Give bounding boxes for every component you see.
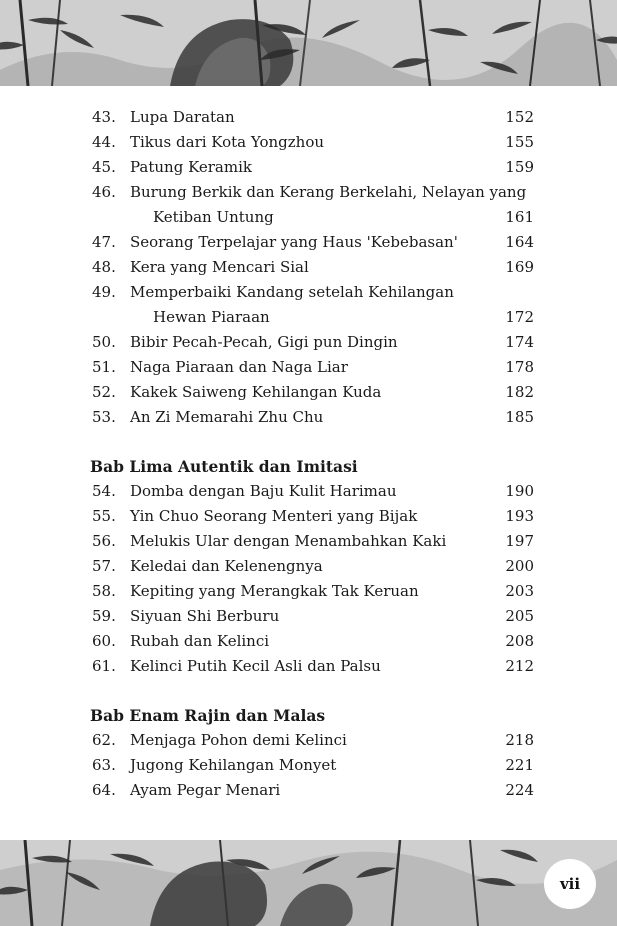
entry-title: Kepiting yang Merangkak Tak Keruan	[130, 582, 419, 600]
toc-entry	[0, 554, 617, 579]
entry-number: 64.	[92, 781, 116, 799]
toc-entry	[0, 355, 617, 380]
section-heading-bab-enam: Bab Enam Rajin dan Malas	[90, 706, 326, 725]
entry-page: 159	[505, 158, 534, 176]
entry-title: Melukis Ular dengan Menambahkan Kaki	[130, 532, 447, 550]
entry-title: Kakek Saiweng Kehilangan Kuda	[130, 383, 382, 401]
entry-number: 62.	[92, 731, 116, 749]
toc-entry	[0, 180, 617, 205]
entry-page: 155	[505, 133, 534, 151]
entry-page: 182	[505, 383, 534, 401]
toc-entry	[0, 604, 617, 629]
entry-number: 56.	[92, 532, 116, 550]
toc-entry	[0, 579, 617, 604]
entry-page: 185	[505, 408, 534, 426]
entry-title: Kelinci Putih Kecil Asli dan Palsu	[130, 657, 381, 675]
entry-page: 178	[505, 358, 534, 376]
entry-page: 203	[505, 582, 534, 600]
entry-title: Naga Piaraan dan Naga Liar	[130, 358, 348, 376]
toc-entry	[0, 330, 617, 355]
entry-page: 172	[505, 308, 534, 326]
toc-entry	[0, 280, 617, 305]
entry-page: 169	[505, 258, 534, 276]
toc-entry-continuation	[0, 205, 617, 230]
entry-title: Jugong Kehilangan Monyet	[130, 756, 337, 774]
bamboo-painting-illustration	[0, 840, 617, 926]
entry-number: 48.	[92, 258, 116, 276]
entry-page: 152	[505, 108, 534, 126]
entry-number: 60.	[92, 632, 116, 650]
entry-number: 61.	[92, 657, 116, 675]
entry-page: 193	[505, 507, 534, 525]
entry-title: Memperbaiki Kandang setelah Kehilangan	[130, 283, 454, 301]
toc-entry	[0, 529, 617, 554]
toc-entry	[0, 230, 617, 255]
toc-entry	[0, 255, 617, 280]
entry-page: 218	[505, 731, 534, 749]
entry-page: 174	[505, 333, 534, 351]
toc-entry	[0, 105, 617, 130]
toc-entry	[0, 778, 617, 803]
toc-entry-continuation	[0, 305, 617, 330]
entry-page: 221	[505, 756, 534, 774]
entry-title: Yin Chuo Seorang Menteri yang Bijak	[130, 507, 418, 525]
entry-title: An Zi Memarahi Zhu Chu	[130, 408, 324, 426]
toc-entry	[0, 380, 617, 405]
toc-entry	[0, 405, 617, 430]
entry-page: 212	[505, 657, 534, 675]
entry-title: Siyuan Shi Berburu	[130, 607, 280, 625]
entry-page: 205	[505, 607, 534, 625]
entry-number: 43.	[92, 108, 116, 126]
section-heading-bab-lima: Bab Lima Autentik dan Imitasi	[90, 457, 358, 476]
entry-title: Domba dengan Baju Kulit Harimau	[130, 482, 397, 500]
entry-title: Lupa Daratan	[130, 108, 235, 126]
entry-number: 51.	[92, 358, 116, 376]
entry-page: 164	[505, 233, 534, 251]
header-bamboo-painting	[0, 0, 617, 86]
entry-title: Seorang Terpelajar yang Haus 'Kebebasan'	[130, 233, 458, 251]
entry-number: 53.	[92, 408, 116, 426]
entry-page: 161	[505, 208, 534, 226]
entry-number: 44.	[92, 133, 116, 151]
entry-number: 58.	[92, 582, 116, 600]
page-number-badge: vii	[544, 859, 596, 909]
entry-number: 59.	[92, 607, 116, 625]
entry-number: 46.	[92, 183, 116, 201]
toc-entry	[0, 728, 617, 753]
entry-number: 63.	[92, 756, 116, 774]
bamboo-painting-illustration	[0, 0, 617, 86]
entry-title-continued: Ketiban Untung	[153, 208, 274, 226]
entry-title: Kera yang Mencari Sial	[130, 258, 309, 276]
entry-number: 49.	[92, 283, 116, 301]
entry-title: Patung Keramik	[130, 158, 252, 176]
entry-page: 224	[505, 781, 534, 799]
entry-page: 208	[505, 632, 534, 650]
entry-number: 52.	[92, 383, 116, 401]
entry-title: Bibir Pecah-Pecah, Gigi pun Dingin	[130, 333, 398, 351]
toc-entry	[0, 504, 617, 529]
toc-entry	[0, 155, 617, 180]
footer-bamboo-painting	[0, 840, 617, 926]
toc-entry	[0, 753, 617, 778]
toc-entry	[0, 130, 617, 155]
toc-entry	[0, 629, 617, 654]
toc-entry	[0, 479, 617, 504]
entry-title: Rubah dan Kelinci	[130, 632, 270, 650]
entry-title: Menjaga Pohon demi Kelinci	[130, 731, 347, 749]
entry-title: Tikus dari Kota Yongzhou	[130, 133, 325, 151]
entry-title: Burung Berkik dan Kerang Berkelahi, Nelayan yang	[130, 183, 527, 201]
entry-title: Ayam Pegar Menari	[130, 781, 281, 799]
entry-number: 45.	[92, 158, 116, 176]
entry-page: 190	[505, 482, 534, 500]
entry-number: 47.	[92, 233, 116, 251]
entry-number: 57.	[92, 557, 116, 575]
entry-title: Keledai dan Kelenengnya	[130, 557, 323, 575]
toc-entry	[0, 654, 617, 679]
entry-title-continued: Hewan Piaraan	[153, 308, 270, 326]
entry-number: 55.	[92, 507, 116, 525]
entry-page: 197	[505, 532, 534, 550]
entry-page: 200	[505, 557, 534, 575]
entry-number: 50.	[92, 333, 116, 351]
entry-number: 54.	[92, 482, 116, 500]
